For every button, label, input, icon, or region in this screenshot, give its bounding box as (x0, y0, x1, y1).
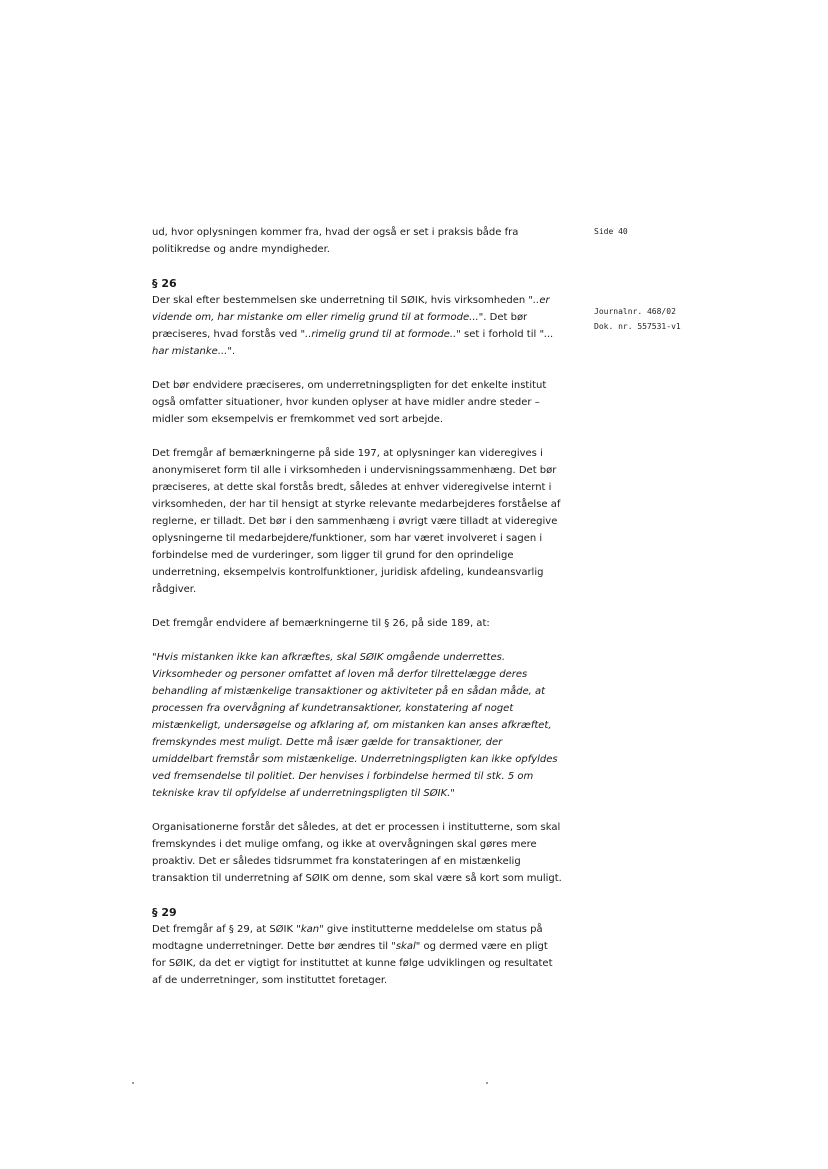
text-run: Det fremgår af § 29, at SØIK (152, 924, 297, 935)
legal-quote: "Hvis mistanken ikke kan afkræftes, skal SØIK omgående underrettes. Virksomheder og personer omfattet af loven må derfor tilrettelægge deres behandling af mistænkelige transaktioner og aktiviteter på en sådan måde, at processen fra overvågning af kundetransaktioner, konstatering af noget mistænkeligt, undersøgelse og afklaring af, om mistanken kan anses afkræftet, fremskyndes mest muligt. Dette må især gælde for transaktioner, der umiddelbart fremstår som mistænkelige. Underretningspligten kan ikke opfyldes ved fremsendelse til politiet. Der henvises i forbindelse hermed til stk. 5 om tekniske krav til opfyldelse af underretningspligten til SØIK." (152, 652, 558, 799)
quoted-phrase: "..rimelig grund til at formode.." (300, 329, 461, 340)
document-number: Dok. nr. 557531-v1 (594, 322, 681, 331)
section-26-paragraph-4: Det fremgår endvidere af bemærkningerne til § 26, på side 189, at: (152, 618, 490, 629)
text-run: og dermed være en pligt for SØIK, da det er vigtigt for instituttet at kunne følge udviklingen og resultatet af de underretninger, som instituttet foretager. (152, 941, 553, 986)
text-run: set i forhold til (460, 329, 540, 340)
page-number (594, 224, 628, 239)
scan-speck (486, 1082, 488, 1084)
scan-speck (132, 1082, 134, 1084)
quoted-phrase: "skal" (391, 941, 421, 952)
section-29-paragraph-1 (152, 921, 564, 989)
quoted-phrase: "..er vidende om, har mistanke om eller rimelig grund til at formode..." (152, 295, 550, 323)
text-run: . (231, 346, 236, 357)
section-26-paragraph-2: Det bør endvidere præciseres, om underretningspligten for det enkelte institut også omfatter situationer, hvor kunden oplyser at have midler andre steder – midler som eksempelvis er fremkommet ved sort arbejde. (152, 380, 547, 425)
section-26-paragraph-5: Organisationerne forstår det således, at det er processen i institutterne, som skal fremskyndes i det mulige omfang, og ikke at overvågningen skal gøres mere proaktiv. Det er således tidsrummet fra konstateringen af en mistænkelig transaktion til underretning af SØIK om denne, som skal være så kort som muligt. (152, 822, 562, 884)
document-body (152, 224, 564, 989)
text-run: Der skal efter bestemmelsen ske underretning til SØIK, hvis virksomheden (152, 295, 529, 306)
intro-paragraph: ud, hvor oplysningen kommer fra, hvad der også er set i praksis både fra politikredse og andre myndigheder. (152, 227, 519, 255)
section-29-heading: § 29 (152, 906, 177, 919)
text-run: . Det bør præciseres, hvad forstås ved (152, 312, 528, 340)
section-26-paragraph-3: Det fremgår af bemærkningerne på side 197, at oplysninger kan videregives i anonymiseret form til alle i virksomheden i undervisningssammenhæng. Det bør præciseres, at dette skal forstås bredt, således at enhver videregivelse internt i virksomheden, der har til hensigt at styrke relevante medarbejderes forståelse af reglerne, er tilladt. Det bør i den sammenhæng i øvrigt være tilladt at videregive oplysningerne til medarbejdere/funktioner, som har været involveret i sagen i forbindelse med de vurderinger, som ligger til grund for den oprindelige underretning, eksempelvis kontrolfunktioner, juridisk afdeling, kundeansvarlig rådgiver. (152, 448, 561, 595)
quoted-phrase: "... har mistanke..." (152, 329, 554, 357)
quoted-phrase: "kan" (296, 924, 324, 935)
document-reference (594, 304, 681, 334)
page-number-label: Side 40 (594, 227, 628, 236)
text-run: give institutterne meddelelse om status på modtagne underretninger. Dette bør ændres til (152, 924, 543, 952)
section-26-paragraph-1 (152, 292, 564, 360)
journal-number: Journalnr. 468/02 (594, 307, 676, 316)
section-26-heading: § 26 (152, 277, 177, 290)
